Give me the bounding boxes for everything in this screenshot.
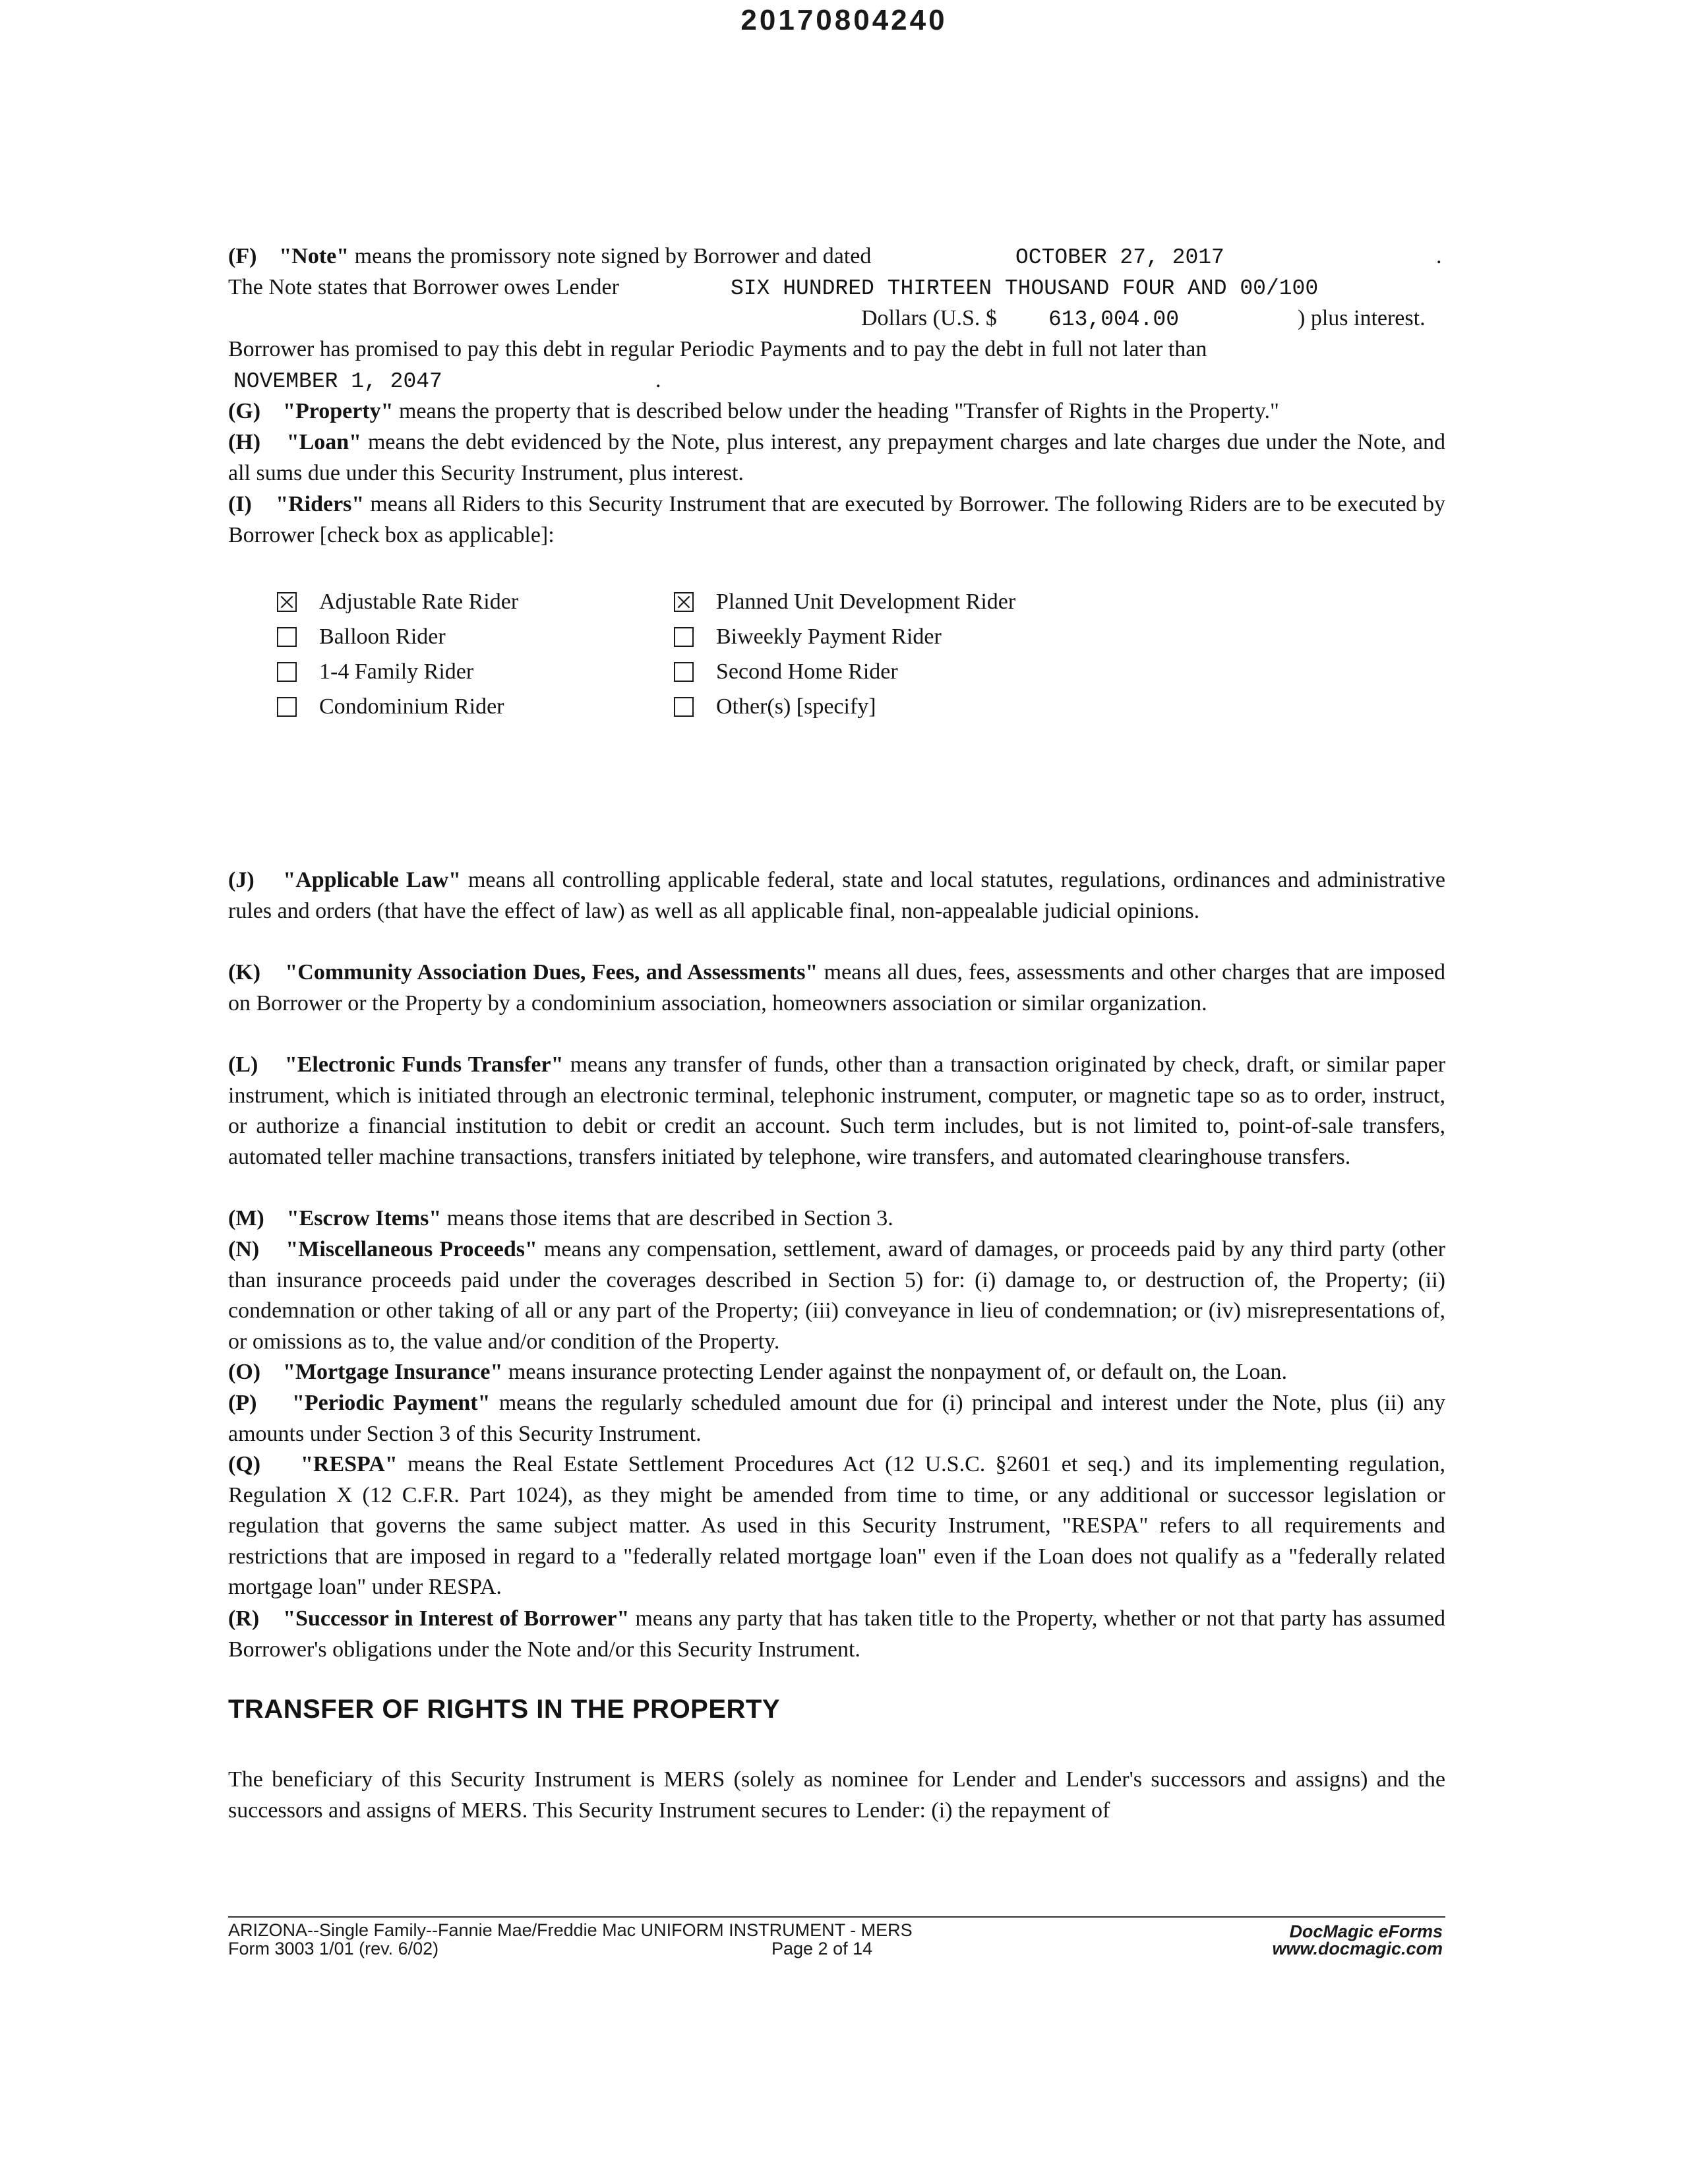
section-label: (P)	[228, 1391, 257, 1415]
rider-label: Other(s) [specify]	[716, 694, 876, 719]
definition-successor	[228, 1604, 1445, 1665]
definition-text: means any transfer of funds, other than a transaction originated by check, draft, or similar paper instrument, which is initiated through an electronic terminal, telephonic instrument, computer, or magnetic tape so as to order, instruct, or authorize a financial institution to debit or credit an account. Such term includes, but is not limited to, point-of-sale transfers, automated teller machine transactions, transfers initiated by telephone, wire transfers, and automated clearinghouse transfers.	[228, 1052, 1446, 1169]
note-line-3: Borrower has promised to pay this debt in regular Periodic Payments and to pay the debt in full not later than	[228, 337, 1207, 361]
checkbox[interactable]	[674, 627, 694, 647]
defined-term: "Property"	[283, 399, 394, 423]
definition-respa	[228, 1449, 1445, 1603]
note-plus-interest: ) plus interest.	[1298, 306, 1426, 330]
section-label: (G)	[228, 399, 261, 423]
section-label: (Q)	[228, 1452, 261, 1476]
note-line-1	[228, 241, 871, 272]
definition-text: means any compensation, settlement, award of damages, or proceeds paid by any third party (other than insurance proceeds paid under the coverages described in Section 5) for: (i) damage to, or destruction of, the Property; (ii) condemnation or other taking of all or any part of the Property; (iii) conveyance in lieu of condemnation; or (iv) misrepresentations of, or omissions as to, the value and/or condition of the Property.	[228, 1237, 1446, 1354]
definition-loan	[228, 427, 1445, 489]
rider-label: 1-4 Family Rider	[319, 659, 474, 684]
defined-term: "Applicable Law"	[283, 868, 462, 892]
definition-text: means all dues, fees, assessments and other charges that are imposed on Borrower or the Property by a condominium association, homeowners association or similar organization.	[228, 960, 1445, 1016]
definition-text: means the debt evidenced by the Note, plus interest, any prepayment charges and late charges due under the Note, and all sums due under this Security Instrument, plus interest.	[228, 430, 1446, 485]
footer-form-number: Form 3003 1/01 (rev. 6/02)	[228, 1939, 439, 1958]
section-label: (R)	[228, 1606, 260, 1631]
definition-text: means the promissory note signed by Borrower and dated	[354, 244, 872, 268]
section-label: (L)	[228, 1052, 258, 1077]
definition-text: means all Riders to this Security Instrument that are executed by Borrower. The following Riders are to be executed by Borrower [check box as applicable]:	[228, 492, 1446, 547]
definition-community-dues	[228, 957, 1445, 1019]
rider-label: Planned Unit Development Rider	[716, 590, 1016, 614]
checkmark-x-icon	[675, 593, 692, 611]
defined-term: "Periodic Payment"	[292, 1391, 491, 1415]
definition-periodic-payment	[228, 1388, 1445, 1449]
definition-mortgage-insurance	[228, 1357, 1445, 1388]
defined-term: "Miscellaneous Proceeds"	[286, 1237, 537, 1261]
defined-term: "Loan"	[286, 430, 362, 454]
transfer-paragraph: The beneficiary of this Security Instrument is MERS (solely as nominee for Lender and Lender's successors and assigns) and the successors and assigns of MERS. This Security Instrument secures to Lender: (i) the repayment of	[228, 1767, 1445, 1823]
footer-divider	[228, 1916, 1445, 1918]
checkbox[interactable]	[277, 627, 297, 647]
checkbox[interactable]	[277, 662, 297, 682]
defined-term: "Electronic Funds Transfer"	[284, 1052, 564, 1077]
section-label: (M)	[228, 1206, 264, 1230]
note-amount-words: SIX HUNDRED THIRTEEN THOUSAND FOUR AND 00/100	[731, 276, 1319, 301]
footer-form-title: ARIZONA--Single Family--Fannie Mae/Freddie Mac UNIFORM INSTRUMENT - MERS	[228, 1920, 913, 1940]
section-label: (K)	[228, 960, 261, 985]
checkbox[interactable]	[674, 697, 694, 717]
defined-term: "Note"	[279, 244, 349, 268]
section-label: (O)	[228, 1360, 261, 1384]
definition-text: means any party that has taken title to the Property, whether or not that party has assumed Borrower's obligations under the Note and/or this Security Instrument.	[228, 1606, 1446, 1662]
definition-applicable-law	[228, 865, 1445, 926]
defined-term: "Community Association Dues, Fees, and Assessments"	[285, 960, 818, 985]
footer-brand: DocMagic eForms	[1289, 1922, 1443, 1941]
rider-label: Adjustable Rate Rider	[319, 590, 519, 614]
defined-term: "Riders"	[276, 492, 365, 516]
note-line-2: The Note states that Borrower owes Lender	[228, 275, 619, 299]
definition-text: means the property that is described below under the heading "Transfer of Rights in the Property."	[399, 399, 1279, 423]
definition-riders	[228, 489, 1445, 551]
checkbox[interactable]	[674, 662, 694, 682]
definition-eft	[228, 1050, 1445, 1172]
defined-term: "Successor in Interest of Borrower"	[283, 1606, 630, 1631]
definition-text: means the Real Estate Settlement Procedures Act (12 U.S.C. §2601 et seq.) and its implementing regulation, Regulation X (12 C.F.R. Part 1024), as they might be amended from time to time, or any additional or successor legislation or regulation that governs the same subject matter. As used in this Security Instrument, "RESPA" refers to all requirements and restrictions that are imposed in regard to a "federally related mortgage loan" even if the Loan does not qualify as a "federally related mortgage loan" under RESPA.	[228, 1452, 1445, 1600]
checkbox[interactable]	[674, 592, 694, 612]
definition-text: means the regularly scheduled amount due for (i) principal and interest under the Note, plus (ii) any amounts under Section 3 of this Security Instrument.	[228, 1391, 1446, 1446]
note-period: .	[1436, 244, 1442, 268]
definition-misc-proceeds	[228, 1234, 1445, 1357]
defined-term: "RESPA"	[301, 1452, 398, 1476]
definition-text: means all controlling applicable federal, state and local statutes, regulations, ordinances and administrative rules and orders (that have the effect of law) as well as all applicable final, non-appealable judicial opinions.	[228, 868, 1446, 923]
definition-escrow-items	[228, 1203, 1445, 1234]
note-amount: 613,004.00	[1048, 307, 1180, 332]
footer-website: www.docmagic.com	[1272, 1939, 1443, 1958]
definition-text: means those items that are described in Section 3.	[446, 1206, 893, 1230]
section-label: (N)	[228, 1237, 260, 1261]
definition-property	[228, 396, 1445, 427]
note-maturity-date: NOVEMBER 1, 2047	[233, 369, 442, 394]
section-label: (F)	[228, 244, 257, 268]
definition-text: means insurance protecting Lender against the nonpayment of, or default on, the Loan.	[508, 1360, 1288, 1384]
checkmark-x-icon	[278, 593, 295, 611]
note-dollars-text: Dollars (U.S. $	[861, 306, 997, 330]
note-date: OCTOBER 27, 2017	[1015, 245, 1224, 270]
note-period-2: .	[655, 368, 661, 392]
footer-page-number: Page 2 of 14	[771, 1939, 873, 1958]
checkbox[interactable]	[277, 592, 297, 612]
defined-term: "Mortgage Insurance"	[283, 1360, 503, 1384]
rider-label: Biweekly Payment Rider	[716, 624, 942, 649]
defined-term: "Escrow Items"	[286, 1206, 442, 1230]
rider-label: Balloon Rider	[319, 624, 446, 649]
section-heading: TRANSFER OF RIGHTS IN THE PROPERTY	[228, 1695, 781, 1724]
section-label: (J)	[228, 868, 255, 892]
document-number: 20170804240	[740, 4, 948, 36]
section-label: (I)	[228, 492, 252, 516]
rider-label: Condominium Rider	[319, 694, 504, 719]
checkbox[interactable]	[277, 697, 297, 717]
rider-label: Second Home Rider	[716, 659, 898, 684]
section-label: (H)	[228, 430, 261, 454]
